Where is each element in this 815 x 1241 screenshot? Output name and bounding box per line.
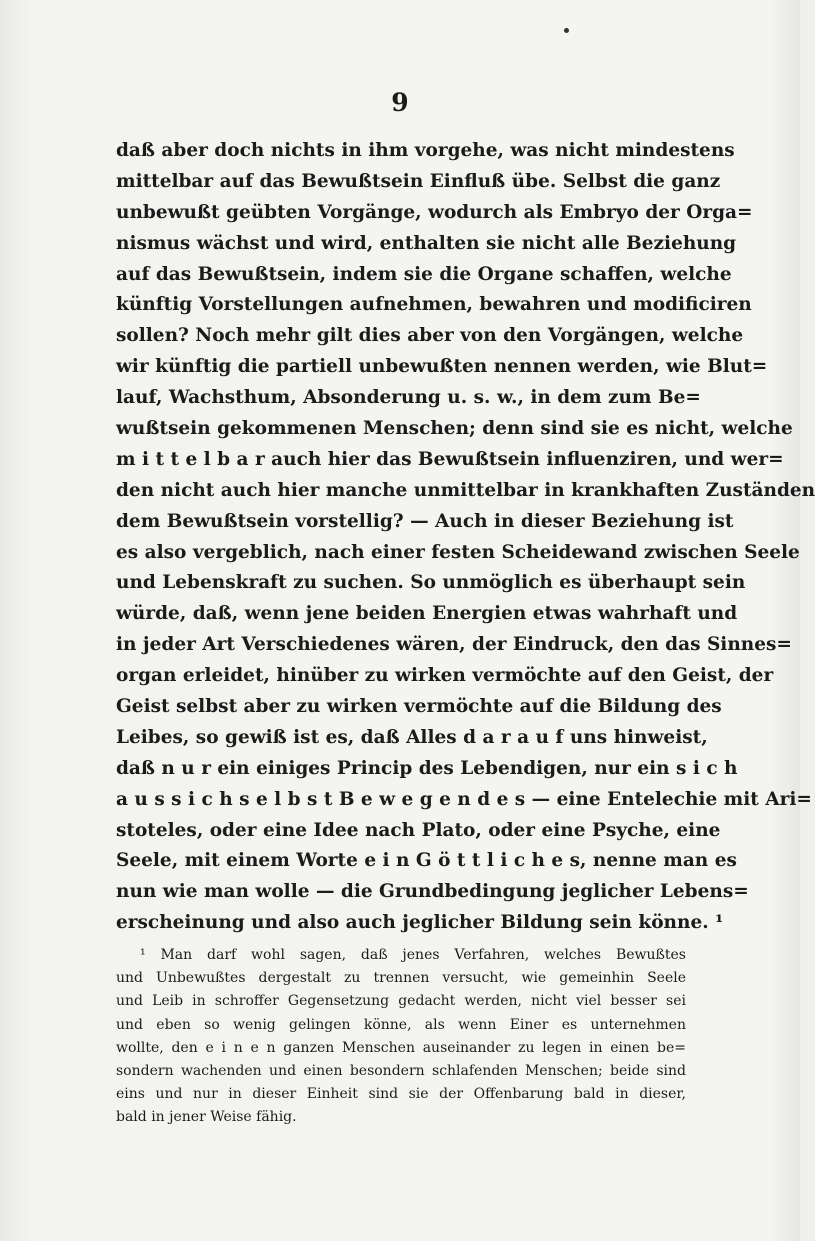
footnote-block (116, 944, 686, 1130)
text-line: erscheinung und also auch jeglicher Bildung sein könne. ¹ (116, 912, 724, 934)
text-line: es also vergeblich, nach einer festen Scheidewand zwischen Seele (116, 541, 800, 563)
text-line: daß aber doch nichts in ihm vorgehe, was nicht mindestens (116, 140, 735, 161)
footnote-line: und Unbewußtes dergestalt zu trennen versucht, wie gemeinhin Seele (116, 970, 686, 987)
footnote-line: wollte, den e i n e n ganzen Menschen auseinander zu legen in einen be= (116, 1039, 686, 1056)
footnote-line: und eben so wenig gelingen könne, als wenn Einer es unternehmen (116, 1016, 686, 1033)
text-line: und Lebenskraft zu suchen. So unmöglich es überhaupt sein (116, 572, 746, 594)
text-line: nun wie man wolle — die Grundbedingung jeglicher Lebens= (116, 881, 749, 903)
text-line: stoteles, oder eine Idee nach Plato, oder eine Psyche, eine (116, 819, 721, 841)
footnote-line: sondern wachenden und einen besondern schlafenden Menschen; beide sind (116, 1062, 686, 1079)
text-line: a u s s i c h s e l b s t B e w e g e n d e s — eine Entelechie mit Ari= (116, 788, 812, 810)
text-line: unbewußt geübten Vorgänge, wodurch als Embryo der Orga= (116, 201, 753, 223)
footnote-line: bald in jener Weise fähig. (116, 1109, 297, 1126)
text-line: lauf, Wachsthum, Absonderung u. s. w., in dem zum Be= (116, 387, 701, 409)
footnote-line: und Leib in schroffer Gegensetzung gedacht werden, nicht viel besser sei (116, 993, 686, 1010)
footnote-line: eins und nur in dieser Einheit sind sie der Offenbarung bald in dieser, (116, 1086, 686, 1103)
text-line: m i t t e l b a r auch hier das Bewußtsein influenziren, und wer= (116, 448, 784, 470)
text-line: den nicht auch hier manche unmittelbar in krankhaften Zuständen (116, 479, 815, 501)
page-number: 9 (391, 88, 409, 117)
footnote-line: ¹ Man darf wohl sagen, daß jenes Verfahren, welches Bewußtes (140, 947, 686, 963)
ink-speck (564, 28, 569, 33)
text-line: Leibes, so gewiß ist es, daß Alles d a r a u f uns hinweist, (116, 726, 708, 748)
text-line: organ erleidet, hinüber zu wirken vermöchte auf den Geist, der (116, 665, 774, 687)
text-line: auf das Bewußtsein, indem sie die Organe schaffen, welche (116, 263, 732, 285)
text-line: dem Bewußtsein vorstellig? — Auch in dieser Beziehung ist (116, 510, 734, 532)
text-line: daß n u r ein einiges Princip des Lebendigen, nur ein s i c h (116, 757, 738, 779)
text-line: wußtsein gekommenen Menschen; denn sind sie es nicht, welche (116, 418, 793, 440)
text-line: wir künftig die partiell unbewußten nennen werden, wie Blut= (116, 356, 768, 378)
text-line: würde, daß, wenn jene beiden Energien etwas wahrhaft und (116, 603, 738, 625)
text-line: Geist selbst aber zu wirken vermöchte auf die Bildung des (116, 696, 722, 718)
text-line: Seele, mit einem Worte e i n G ö t t l i c h e s, nenne man es (116, 850, 737, 872)
text-line: in jeder Art Verschiedenes wären, der Eindruck, den das Sinnes= (116, 634, 792, 656)
text-line: künftig Vorstellungen aufnehmen, bewahren und modificiren (116, 294, 752, 316)
text-line: sollen? Noch mehr gilt dies aber von den Vorgängen, welche (116, 325, 744, 347)
text-line: nismus wächst und wird, enthalten sie nicht alle Beziehung (116, 232, 737, 254)
main-text-block (116, 136, 815, 939)
text-line: mittelbar auf das Bewußtsein Einfluß übe. Selbst die ganz (116, 170, 721, 192)
